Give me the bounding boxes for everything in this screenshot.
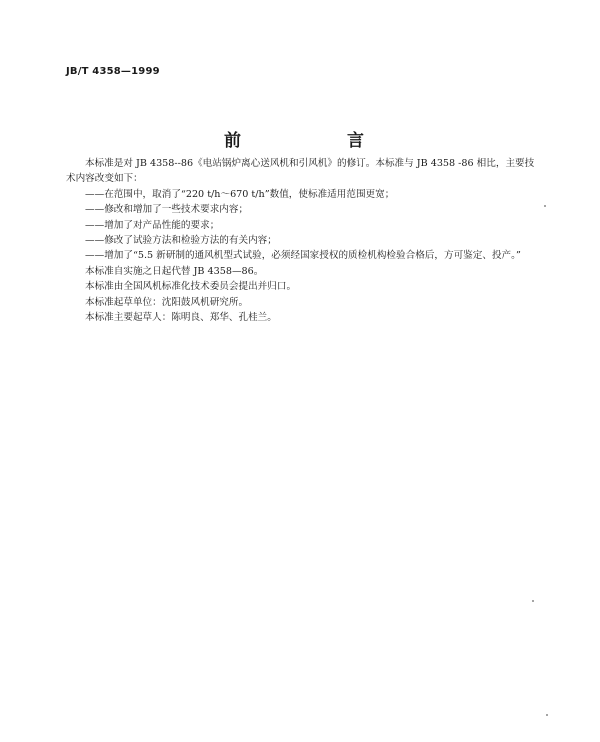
paragraph-drafters: 本标准主要起草人：陈明良、郑华、孔桂兰。 <box>85 312 277 324</box>
change-item-technical: ——修改和增加了一些技术要求内容； <box>85 204 249 216</box>
change-item-test-methods: ——修改了试验方法和检验方法的有关内容； <box>85 235 277 247</box>
foreword-body <box>66 156 536 325</box>
change-item-type-test: ——增加了“5.5 新研制的通风机型式试验，必须经国家授权的质检机构检验合格后，方可鉴定、投产。” <box>85 250 521 262</box>
paragraph-replacement: 本标准自实施之日起代替 JB 4358—86。 <box>85 265 264 277</box>
standard-code: JB/T 4358—1999 <box>66 66 160 77</box>
scan-speck <box>532 600 534 602</box>
paragraph-drafting-unit: 本标准起草单位：沈阳鼓风机研究所。 <box>85 296 249 308</box>
paragraph-intro: 本标准是对 JB 4358--86《电站锅炉离心送风机和引风机》的修订。本标准与 JB 4358 -86 相比，主要技术内容改变如下： <box>66 158 535 185</box>
page-title: 前 言 <box>224 131 414 151</box>
change-item-performance: ——增加了对产品性能的要求； <box>85 219 220 231</box>
paragraph-proposer: 本标准由全国风机标准化技术委员会提出并归口。 <box>85 281 297 293</box>
scan-speck <box>546 714 548 716</box>
change-item-scope: ——在范围中，取消了“220 t/h～670 t/h”数值，使标准适用范围更宽； <box>85 188 395 200</box>
scan-speck <box>544 205 546 207</box>
